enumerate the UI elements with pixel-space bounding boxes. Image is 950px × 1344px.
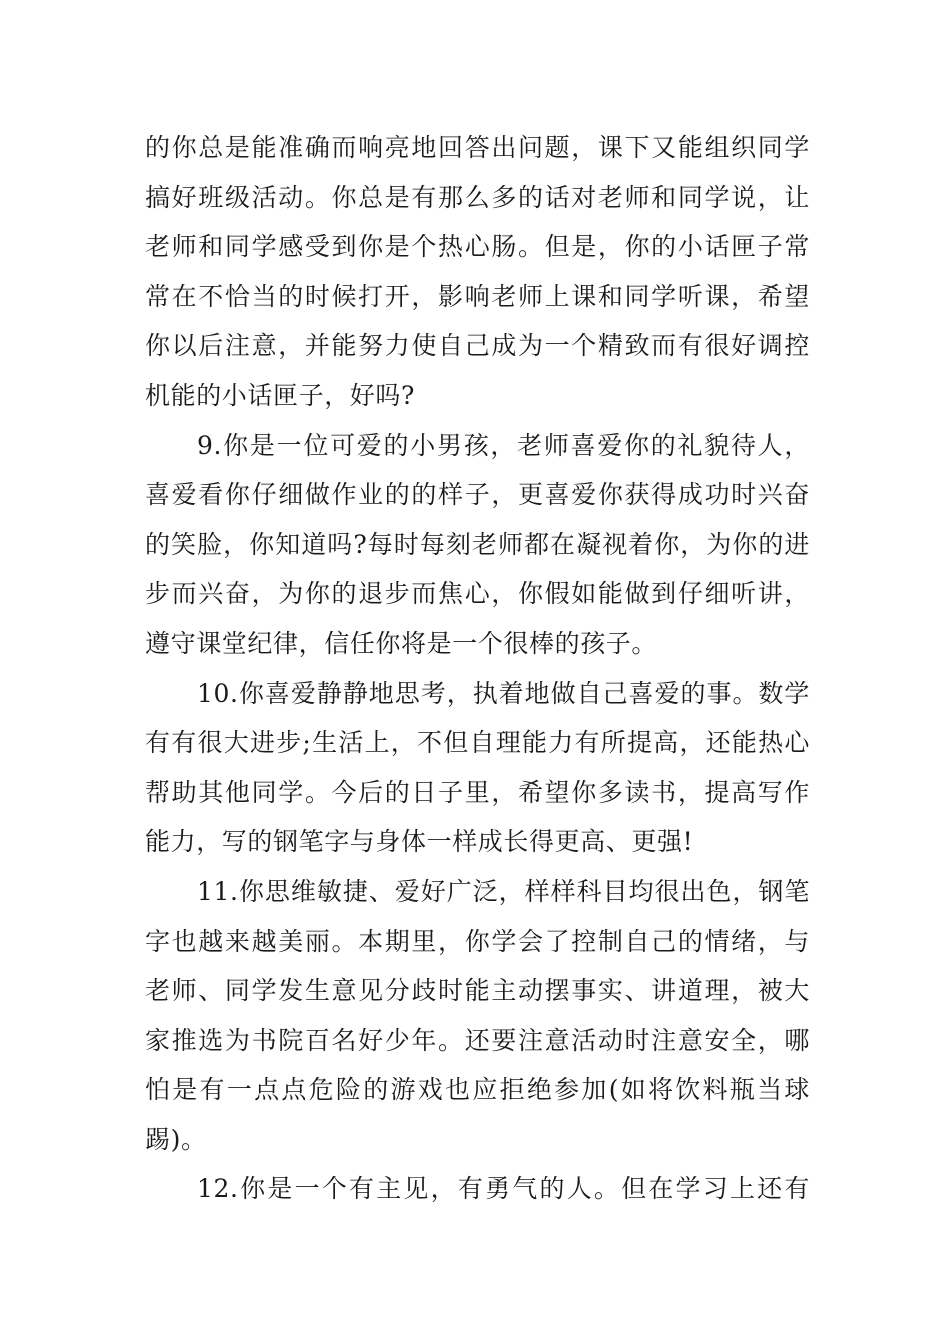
document-body: [145, 123, 810, 1214]
text-line: 9.你是一位可爱的小男孩，老师喜爱你的礼貌待人，: [197, 430, 810, 460]
text-line: 喜爱看你仔细做作业的的样子，更喜爱你获得成功时兴奋: [145, 480, 810, 510]
text-line: 12.你是一个有主见，有勇气的人。但在学习上还有: [197, 1174, 810, 1204]
text-line: 11.你思维敏捷、爱好广泛，样样科目均很出色，钢笔: [197, 876, 810, 906]
text-line: 搞好班级活动。你总是有那么多的话对老师和同学说，让: [145, 182, 810, 212]
text-line: 踢)。: [145, 1124, 207, 1154]
text-line: 家推选为书院百名好少年。还要注意活动时注意安全，哪: [145, 1025, 810, 1055]
text-line: 的笑脸，你知道吗?每时每刻老师都在凝视着你，为你的进: [145, 529, 810, 559]
text-line: 有有很大进步;生活上，不但自理能力有所提高，还能热心: [145, 728, 810, 758]
text-line: 常在不恰当的时候打开，影响老师上课和同学听课，希望: [145, 281, 810, 311]
text-line: 的你总是能准确而响亮地回答出问题，课下又能组织同学: [145, 133, 810, 162]
text-line: 字也越来越美丽。本期里，你学会了控制自己的情绪，与: [145, 926, 810, 956]
text-line: 步而兴奋，为你的退步而焦心，你假如能做到仔细听讲，: [145, 579, 810, 609]
text-line: 帮助其他同学。今后的日子里，希望你多读书，提高写作: [145, 777, 810, 807]
text-line: 老师、同学发生意见分歧时能主动摆事实、讲道理，被大: [145, 976, 810, 1006]
text-line: 机能的小话匣子，好吗?: [145, 380, 416, 410]
text-line: 老师和同学感受到你是个热心肠。但是，你的小话匣子常: [145, 232, 810, 262]
text-line: 怕是有一点点危险的游戏也应拒绝参加(如将饮料瓶当球: [145, 1075, 810, 1105]
text-line: 你以后注意，并能努力使自己成为一个精致而有很好调控: [145, 331, 810, 361]
text-line: 能力，写的钢笔字与身体一样成长得更高、更强!: [145, 827, 694, 857]
text-line: 遵守课堂纪律，信任你将是一个很棒的孩子。: [145, 628, 658, 658]
text-line: 10.你喜爱静静地思考，执着地做自己喜爱的事。数学: [197, 678, 810, 708]
